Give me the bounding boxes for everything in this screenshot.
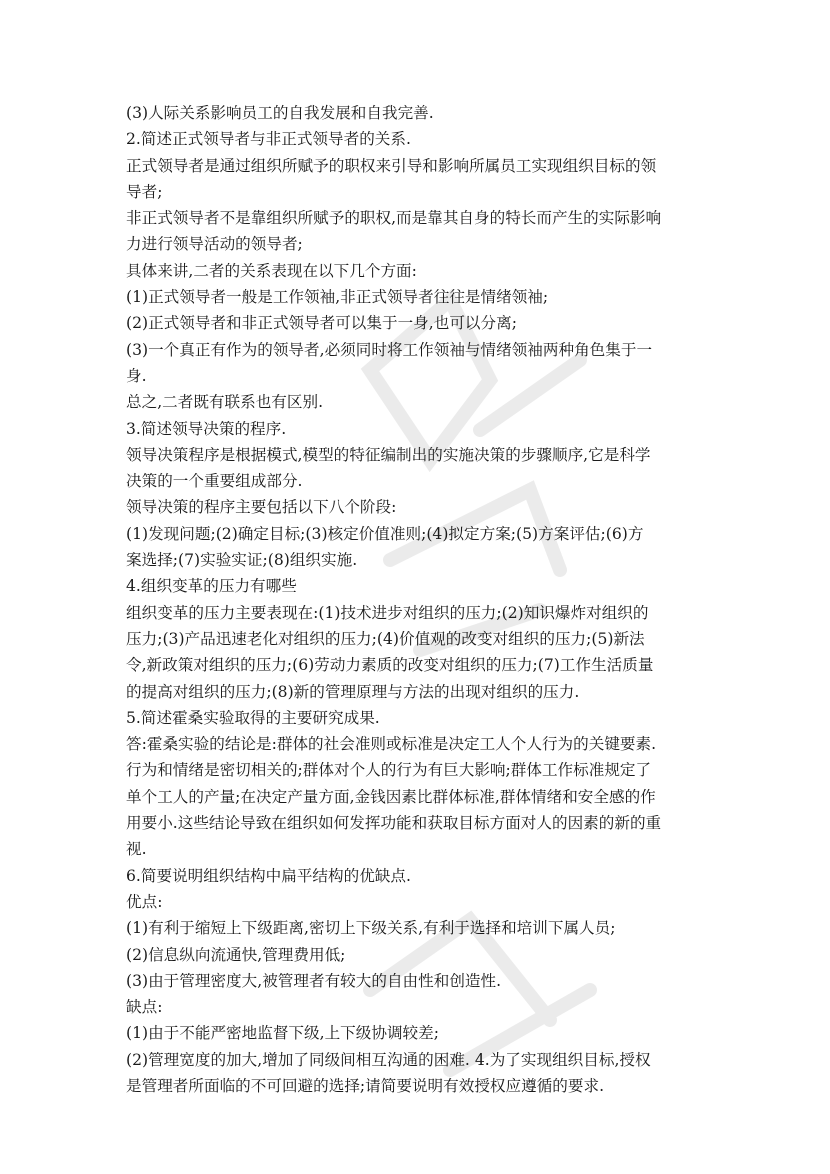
text-line: 的提高对组织的压力;(8)新的管理原理与方法的出现对组织的压力. (126, 682, 580, 701)
text-line: (1)发现问题;(2)确定目标;(3)核定价值准则;(4)拟定方案;(5)方案评估;(6)方 (126, 524, 644, 543)
text-line: 用要小.这些结论导致在组织如何发挥功能和获取目标方面对人的因素的新的重 (126, 814, 662, 833)
text-line: (1)由于不能严密地监督下级,上下级协调较差; (126, 1024, 439, 1043)
text-line: 4.组织变革的压力有哪些 (126, 577, 297, 596)
text-line: 令,新政策对组织的压力;(6)劳动力素质的改变对组织的压力;(7)工作生活质量 (126, 656, 654, 675)
text-line: 答:霍桑实验的结论是:群体的社会准则或标准是决定工人个人行为的关键要素. (126, 735, 657, 754)
text-line: 压力;(3)产品迅速老化对组织的压力;(4)价值观的改变对组织的压力;(5)新法 (126, 629, 645, 648)
text-line: 行为和情绪是密切相关的;群体对个人的行为有巨大影响;群体工作标准规定了 (126, 761, 652, 780)
text-line: 优点: (126, 892, 163, 911)
text-line: (2)管理宽度的加大,增加了同级间相互沟通的困难. 4.为了实现组织目标,授权 (126, 1050, 651, 1069)
text-line: 领导决策程序是根据模式,模型的特征编制出的实施决策的步骤顺序,它是科学 (126, 445, 651, 464)
text-line: (1)正式领导者一般是工作领袖,非正式领导者往往是情绪领袖; (126, 288, 549, 307)
text-line: 组织变革的压力主要表现在:(1)技术进步对组织的压力;(2)知识爆炸对组织的 (126, 603, 649, 622)
text-line: (2)正式领导者和非正式领导者可以集于一身,也可以分离; (126, 314, 517, 333)
text-line: 力进行领导活动的领导者; (126, 235, 303, 254)
text-line: (3)一个真正有作为的领导者,必须同时将工作领袖与情绪领袖两种角色集于一 (126, 340, 653, 359)
text-line: (3)由于管理密度大,被管理者有较大的自由性和创造性. (126, 971, 502, 990)
text-line: 缺点: (126, 998, 163, 1017)
text-line: 视. (126, 840, 147, 859)
document-body (126, 100, 726, 1099)
text-line: 正式领导者是通过组织所赋予的职权来引导和影响所属员工实现组织目标的领 (126, 156, 657, 175)
text-line: (1)有利于缩短上下级距离,密切上下级关系,有利于选择和培训下属人员; (126, 919, 616, 938)
text-line: 决策的一个重要组成部分. (126, 472, 303, 491)
text-line: 2.简述正式领导者与非正式领导者的关系. (126, 130, 411, 149)
text-line: (2)信息纵向流通快,管理费用低; (126, 945, 346, 964)
text-line: 6.简要说明组织结构中扁平结构的优缺点. (126, 866, 411, 885)
text-line: 具体来讲,二者的关系表现在以下几个方面: (126, 261, 417, 280)
text-line: 5.简述霍桑实验取得的主要研究成果. (126, 708, 380, 727)
text-line: 非正式领导者不是靠组织所赋予的职权,而是靠其自身的特长而产生的实际影响 (126, 209, 662, 228)
text-line: 导者; (126, 182, 163, 201)
text-line: 是管理者所面临的不可回避的选择;请简要说明有效授权应遵循的要求. (126, 1076, 605, 1095)
text-line: 单个工人的产量;在决定产量方面,金钱因素比群体标准,群体情绪和安全感的作 (126, 787, 656, 806)
text-line: 3.简述领导决策的程序. (126, 419, 287, 438)
text-line: 领导决策的程序主要包括以下八个阶段: (126, 498, 397, 517)
text-line: 身. (126, 366, 147, 385)
text-line: 案选择;(7)实验实证;(8)组织实施. (126, 551, 358, 570)
text-line: (3)人际关系影响员工的自我发展和自我完善. (126, 104, 434, 122)
text-line: 总之,二者既有联系也有区别. (126, 393, 324, 412)
